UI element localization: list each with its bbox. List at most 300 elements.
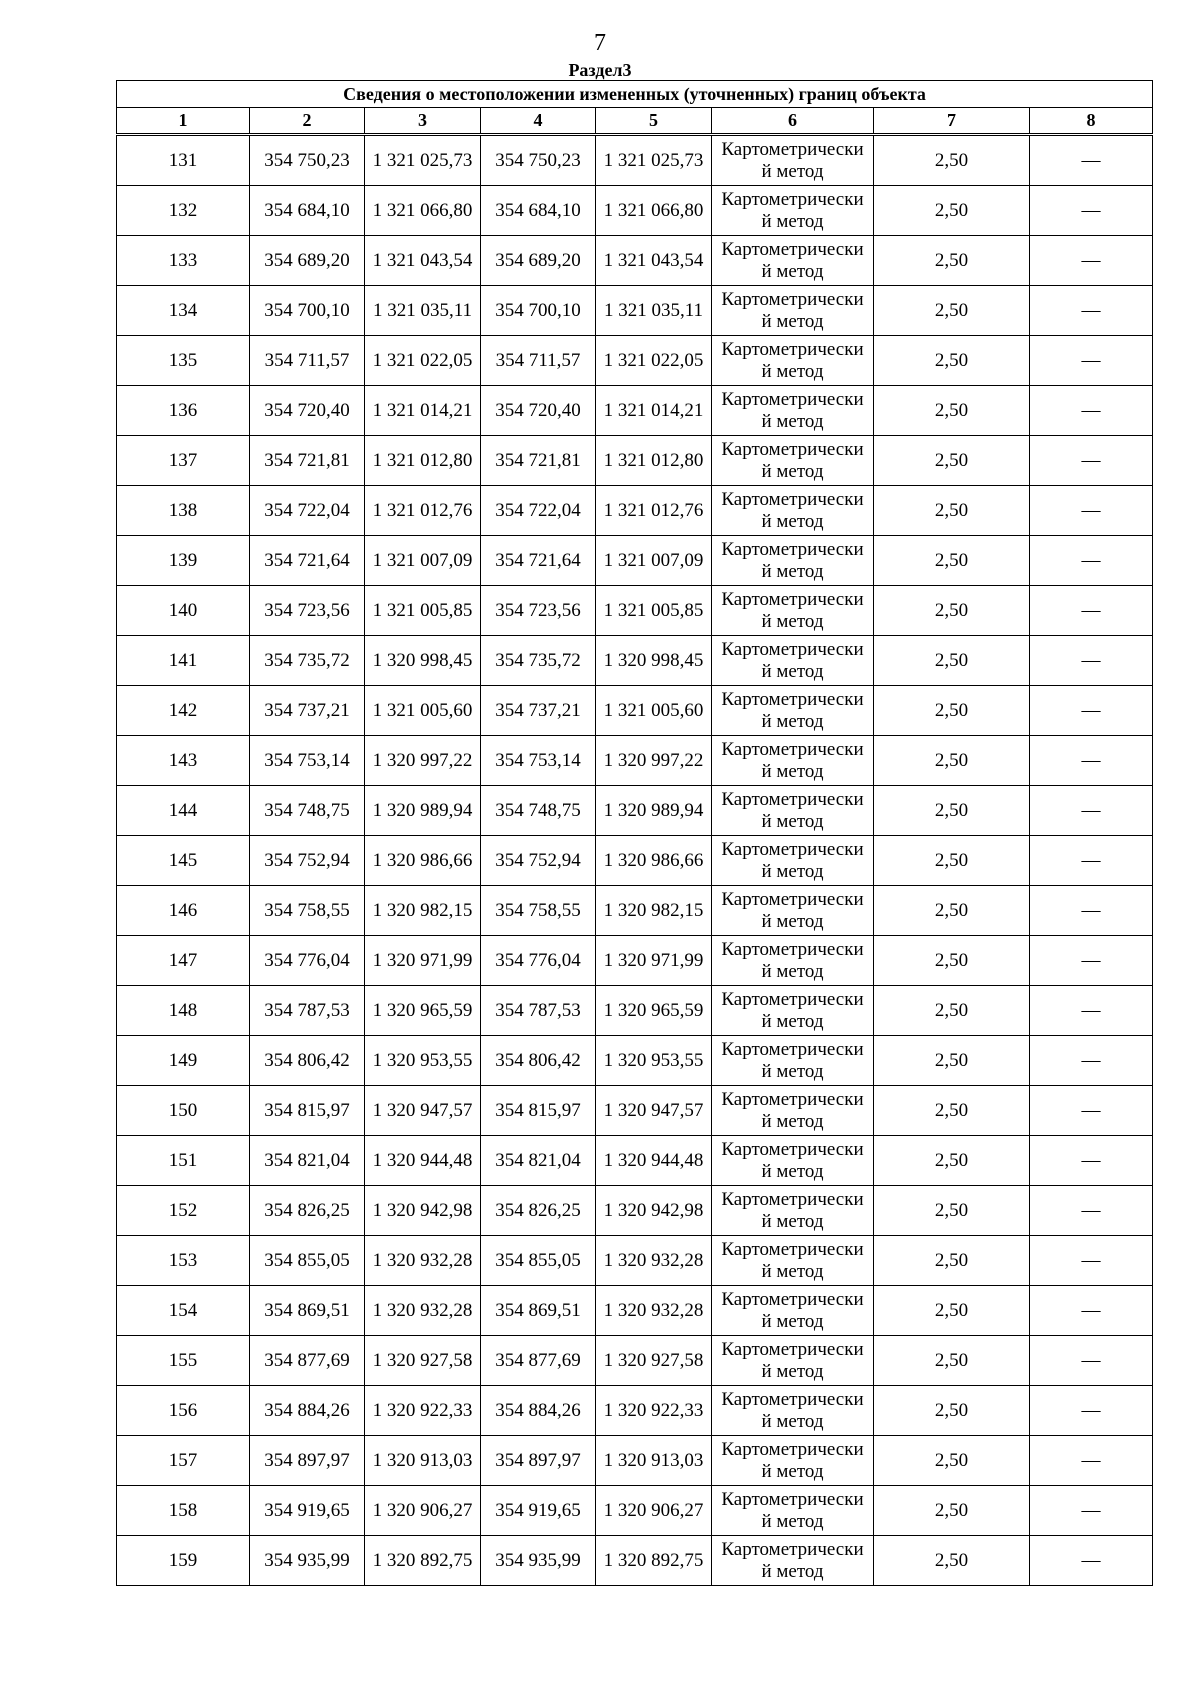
method-text-line: й метод (761, 160, 824, 182)
method-cell (712, 586, 874, 636)
point-number-cell: 143 (117, 736, 250, 786)
coord-y-refined-cell: 1 320 892,75 (596, 1536, 712, 1586)
accuracy-cell: 2,50 (874, 236, 1030, 286)
coord-x-refined-cell: 354 684,10 (481, 186, 596, 236)
method-text-line: Картометрически (721, 1088, 864, 1110)
table-row (117, 536, 1153, 586)
point-number-cell: 145 (117, 836, 250, 886)
note-cell: — (1030, 336, 1153, 386)
note-cell: — (1030, 1536, 1153, 1586)
method-cell (712, 636, 874, 686)
method-text-line: Картометрически (721, 1038, 864, 1060)
accuracy-cell: 2,50 (874, 1186, 1030, 1236)
method-cell (712, 386, 874, 436)
coord-y-existing-cell: 1 321 035,11 (365, 286, 481, 336)
coord-y-refined-cell: 1 320 953,55 (596, 1036, 712, 1086)
column-number-1: 1 (117, 108, 250, 134)
method-text-line: й метод (761, 660, 824, 682)
accuracy-cell: 2,50 (874, 136, 1030, 186)
coord-y-refined-cell: 1 320 927,58 (596, 1336, 712, 1386)
coord-x-existing-cell: 354 935,99 (250, 1536, 365, 1586)
coord-y-refined-cell: 1 321 012,76 (596, 486, 712, 536)
table-row (117, 886, 1153, 936)
coord-y-existing-cell: 1 320 971,99 (365, 936, 481, 986)
method-text-line: Картометрически (721, 1388, 864, 1410)
accuracy-cell: 2,50 (874, 436, 1030, 486)
accuracy-cell: 2,50 (874, 686, 1030, 736)
table-row (117, 836, 1153, 886)
coord-x-refined-cell: 354 689,20 (481, 236, 596, 286)
table-row (117, 286, 1153, 336)
coord-x-refined-cell: 354 700,10 (481, 286, 596, 336)
coord-x-existing-cell: 354 753,14 (250, 736, 365, 786)
coord-y-existing-cell: 1 320 997,22 (365, 736, 481, 786)
coord-y-refined-cell: 1 320 922,33 (596, 1386, 712, 1436)
column-number-8: 8 (1030, 108, 1153, 134)
coord-y-refined-cell: 1 320 944,48 (596, 1136, 712, 1186)
table-row (117, 1186, 1153, 1236)
method-text-line: й метод (761, 460, 824, 482)
method-text-line: й метод (761, 260, 824, 282)
coord-y-refined-cell: 1 320 997,22 (596, 736, 712, 786)
coord-x-existing-cell: 354 869,51 (250, 1286, 365, 1336)
table-row (117, 1486, 1153, 1536)
coord-x-existing-cell: 354 826,25 (250, 1186, 365, 1236)
method-text-line: Картометрически (721, 388, 864, 410)
method-cell (712, 1536, 874, 1586)
method-cell (712, 986, 874, 1036)
note-cell: — (1030, 486, 1153, 536)
point-number-cell: 135 (117, 336, 250, 386)
coord-x-refined-cell: 354 737,21 (481, 686, 596, 736)
method-cell (712, 186, 874, 236)
method-text-line: Картометрически (721, 1188, 864, 1210)
method-cell (712, 1286, 874, 1336)
point-number-cell: 136 (117, 386, 250, 436)
table-row (117, 1236, 1153, 1286)
note-cell: — (1030, 1486, 1153, 1536)
point-number-cell: 152 (117, 1186, 250, 1236)
method-text-line: й метод (761, 860, 824, 882)
method-text-line: й метод (761, 510, 824, 532)
table-row (117, 1436, 1153, 1486)
point-number-cell: 132 (117, 186, 250, 236)
coord-y-refined-cell: 1 320 932,28 (596, 1236, 712, 1286)
point-number-cell: 140 (117, 586, 250, 636)
table-row (117, 486, 1153, 536)
accuracy-cell: 2,50 (874, 186, 1030, 236)
coord-y-refined-cell: 1 320 986,66 (596, 836, 712, 886)
column-number-7: 7 (874, 108, 1030, 134)
method-text-line: Картометрически (721, 438, 864, 460)
note-cell: — (1030, 436, 1153, 486)
column-number-3: 3 (365, 108, 481, 134)
method-text-line: Картометрически (721, 638, 864, 660)
coord-y-refined-cell: 1 320 913,03 (596, 1436, 712, 1486)
coord-x-existing-cell: 354 821,04 (250, 1136, 365, 1186)
table-row (117, 986, 1153, 1036)
column-number-4: 4 (481, 108, 596, 134)
coord-y-refined-cell: 1 320 942,98 (596, 1186, 712, 1236)
method-text-line: Картометрически (721, 1238, 864, 1260)
table-row (117, 736, 1153, 786)
point-number-cell: 158 (117, 1486, 250, 1536)
coord-x-refined-cell: 354 720,40 (481, 386, 596, 436)
coord-y-existing-cell: 1 320 982,15 (365, 886, 481, 936)
accuracy-cell: 2,50 (874, 536, 1030, 586)
point-number-cell: 155 (117, 1336, 250, 1386)
coord-y-existing-cell: 1 321 005,60 (365, 686, 481, 736)
coord-y-refined-cell: 1 320 982,15 (596, 886, 712, 936)
table-row (117, 786, 1153, 836)
method-text-line: й метод (761, 1510, 824, 1532)
column-number-5: 5 (596, 108, 712, 134)
coord-x-refined-cell: 354 897,97 (481, 1436, 596, 1486)
note-cell: — (1030, 1436, 1153, 1486)
table-caption: Сведения о местоположении измененных (уточненных) границ объекта (117, 81, 1153, 108)
method-text-line: Картометрически (721, 588, 864, 610)
accuracy-cell: 2,50 (874, 486, 1030, 536)
coord-y-refined-cell: 1 320 965,59 (596, 986, 712, 1036)
point-number-cell: 153 (117, 1236, 250, 1286)
coordinates-table (116, 80, 1153, 1586)
coord-x-existing-cell: 354 787,53 (250, 986, 365, 1036)
coord-x-refined-cell: 354 753,14 (481, 736, 596, 786)
note-cell: — (1030, 1186, 1153, 1236)
coord-x-existing-cell: 354 735,72 (250, 636, 365, 686)
method-cell (712, 786, 874, 836)
method-cell (712, 486, 874, 536)
point-number-cell: 154 (117, 1286, 250, 1336)
note-cell: — (1030, 1086, 1153, 1136)
coord-x-refined-cell: 354 884,26 (481, 1386, 596, 1436)
method-cell (712, 1086, 874, 1136)
note-cell: — (1030, 536, 1153, 586)
method-text-line: Картометрически (721, 688, 864, 710)
column-number-6: 6 (712, 108, 874, 134)
accuracy-cell: 2,50 (874, 1486, 1030, 1536)
coord-x-refined-cell: 354 750,23 (481, 136, 596, 186)
coord-y-existing-cell: 1 320 892,75 (365, 1536, 481, 1586)
point-number-cell: 142 (117, 686, 250, 736)
coord-x-refined-cell: 354 787,53 (481, 986, 596, 1036)
note-cell: — (1030, 986, 1153, 1036)
method-text-line: й метод (761, 360, 824, 382)
accuracy-cell: 2,50 (874, 1436, 1030, 1486)
method-cell (712, 686, 874, 736)
coord-x-existing-cell: 354 720,40 (250, 386, 365, 436)
coord-x-refined-cell: 354 721,81 (481, 436, 596, 486)
method-cell (712, 536, 874, 586)
method-text-line: й метод (761, 210, 824, 232)
method-cell (712, 936, 874, 986)
method-text-line: й метод (761, 960, 824, 982)
note-cell: — (1030, 286, 1153, 336)
method-cell (712, 736, 874, 786)
method-text-line: й метод (761, 1310, 824, 1332)
method-text-line: Картометрически (721, 138, 864, 160)
method-text-line: й метод (761, 1060, 824, 1082)
point-number-cell: 138 (117, 486, 250, 536)
coord-x-refined-cell: 354 935,99 (481, 1536, 596, 1586)
table-row (117, 1036, 1153, 1086)
method-text-line: Картометрически (721, 888, 864, 910)
accuracy-cell: 2,50 (874, 1336, 1030, 1386)
method-cell (712, 886, 874, 936)
coord-y-existing-cell: 1 320 927,58 (365, 1336, 481, 1386)
note-cell: — (1030, 1286, 1153, 1336)
coord-x-existing-cell: 354 748,75 (250, 786, 365, 836)
accuracy-cell: 2,50 (874, 1536, 1030, 1586)
coord-y-refined-cell: 1 321 035,11 (596, 286, 712, 336)
point-number-cell: 156 (117, 1386, 250, 1436)
coord-y-refined-cell: 1 321 066,80 (596, 186, 712, 236)
accuracy-cell: 2,50 (874, 1086, 1030, 1136)
coord-y-existing-cell: 1 321 005,85 (365, 586, 481, 636)
coord-x-refined-cell: 354 869,51 (481, 1286, 596, 1336)
note-cell: — (1030, 1386, 1153, 1436)
accuracy-cell: 2,50 (874, 586, 1030, 636)
accuracy-cell: 2,50 (874, 336, 1030, 386)
table-row (117, 136, 1153, 186)
method-text-line: й метод (761, 1560, 824, 1582)
table-row (117, 686, 1153, 736)
method-text-line: й метод (761, 560, 824, 582)
method-cell (712, 1486, 874, 1536)
method-cell (712, 436, 874, 486)
note-cell: — (1030, 1336, 1153, 1386)
coord-x-refined-cell: 354 723,56 (481, 586, 596, 636)
coord-y-refined-cell: 1 321 005,85 (596, 586, 712, 636)
coord-x-refined-cell: 354 877,69 (481, 1336, 596, 1386)
point-number-cell: 157 (117, 1436, 250, 1486)
point-number-cell: 148 (117, 986, 250, 1036)
coord-y-existing-cell: 1 320 947,57 (365, 1086, 481, 1136)
accuracy-cell: 2,50 (874, 386, 1030, 436)
method-text-line: Картометрически (721, 238, 864, 260)
accuracy-cell: 2,50 (874, 786, 1030, 836)
point-number-cell: 134 (117, 286, 250, 336)
method-text-line: Картометрически (721, 1288, 864, 1310)
point-number-cell: 159 (117, 1536, 250, 1586)
point-number-cell: 139 (117, 536, 250, 586)
coord-y-existing-cell: 1 321 025,73 (365, 136, 481, 186)
coord-y-refined-cell: 1 321 014,21 (596, 386, 712, 436)
table-row (117, 186, 1153, 236)
coord-x-refined-cell: 354 735,72 (481, 636, 596, 686)
table-row (117, 236, 1153, 286)
method-text-line: Картометрически (721, 938, 864, 960)
method-cell (712, 836, 874, 886)
method-cell (712, 336, 874, 386)
method-cell (712, 236, 874, 286)
point-number-cell: 131 (117, 136, 250, 186)
accuracy-cell: 2,50 (874, 886, 1030, 936)
coord-x-refined-cell: 354 821,04 (481, 1136, 596, 1186)
coord-y-refined-cell: 1 320 989,94 (596, 786, 712, 836)
coord-x-existing-cell: 354 919,65 (250, 1486, 365, 1536)
coord-x-existing-cell: 354 815,97 (250, 1086, 365, 1136)
method-text-line: й метод (761, 310, 824, 332)
table-row (117, 336, 1153, 386)
method-cell (712, 286, 874, 336)
coord-y-existing-cell: 1 321 066,80 (365, 186, 481, 236)
coord-x-existing-cell: 354 689,20 (250, 236, 365, 286)
coord-y-refined-cell: 1 320 906,27 (596, 1486, 712, 1536)
point-number-cell: 133 (117, 236, 250, 286)
coord-y-refined-cell: 1 321 012,80 (596, 436, 712, 486)
method-text-line: Картометрически (721, 788, 864, 810)
coord-x-refined-cell: 354 855,05 (481, 1236, 596, 1286)
table-body (117, 136, 1153, 1586)
method-cell (712, 136, 874, 186)
note-cell: — (1030, 586, 1153, 636)
coord-x-existing-cell: 354 750,23 (250, 136, 365, 186)
coord-x-existing-cell: 354 684,10 (250, 186, 365, 236)
coord-y-existing-cell: 1 321 043,54 (365, 236, 481, 286)
coord-x-existing-cell: 354 806,42 (250, 1036, 365, 1086)
coord-x-existing-cell: 354 711,57 (250, 336, 365, 386)
coord-y-existing-cell: 1 320 965,59 (365, 986, 481, 1036)
point-number-cell: 137 (117, 436, 250, 486)
point-number-cell: 151 (117, 1136, 250, 1186)
coord-y-existing-cell: 1 321 012,76 (365, 486, 481, 536)
coord-y-existing-cell: 1 320 906,27 (365, 1486, 481, 1536)
coord-x-existing-cell: 354 700,10 (250, 286, 365, 336)
accuracy-cell: 2,50 (874, 1286, 1030, 1336)
method-cell (712, 1036, 874, 1086)
coord-y-existing-cell: 1 321 014,21 (365, 386, 481, 436)
method-cell (712, 1386, 874, 1436)
method-text-line: й метод (761, 1260, 824, 1282)
coord-y-existing-cell: 1 320 942,98 (365, 1186, 481, 1236)
method-text-line: й метод (761, 1460, 824, 1482)
coord-x-existing-cell: 354 721,81 (250, 436, 365, 486)
page-number: 7 (594, 30, 606, 56)
note-cell: — (1030, 786, 1153, 836)
coord-y-existing-cell: 1 321 012,80 (365, 436, 481, 486)
coord-y-refined-cell: 1 320 932,28 (596, 1286, 712, 1336)
coord-x-refined-cell: 354 722,04 (481, 486, 596, 536)
method-text-line: Картометрически (721, 1438, 864, 1460)
note-cell: — (1030, 936, 1153, 986)
note-cell: — (1030, 386, 1153, 436)
table-row (117, 1386, 1153, 1436)
note-cell: — (1030, 1036, 1153, 1086)
section-title: Раздел3 (568, 60, 632, 80)
method-cell (712, 1336, 874, 1386)
method-text-line: й метод (761, 410, 824, 432)
point-number-cell: 141 (117, 636, 250, 686)
coord-y-refined-cell: 1 321 022,05 (596, 336, 712, 386)
coord-x-existing-cell: 354 884,26 (250, 1386, 365, 1436)
method-text-line: Картометрически (721, 1138, 864, 1160)
note-cell: — (1030, 186, 1153, 236)
point-number-cell: 146 (117, 886, 250, 936)
accuracy-cell: 2,50 (874, 986, 1030, 1036)
method-text-line: Картометрически (721, 988, 864, 1010)
coord-y-existing-cell: 1 320 944,48 (365, 1136, 481, 1186)
coord-y-refined-cell: 1 320 971,99 (596, 936, 712, 986)
note-cell: — (1030, 1236, 1153, 1286)
note-cell: — (1030, 686, 1153, 736)
note-cell: — (1030, 1136, 1153, 1186)
table-row (117, 1336, 1153, 1386)
table-row (117, 1536, 1153, 1586)
accuracy-cell: 2,50 (874, 736, 1030, 786)
method-text-line: й метод (761, 810, 824, 832)
note-cell: — (1030, 636, 1153, 686)
accuracy-cell: 2,50 (874, 836, 1030, 886)
method-text-line: Картометрически (721, 1538, 864, 1560)
accuracy-cell: 2,50 (874, 1236, 1030, 1286)
accuracy-cell: 2,50 (874, 1036, 1030, 1086)
table-row (117, 936, 1153, 986)
coord-x-existing-cell: 354 723,56 (250, 586, 365, 636)
table-row (117, 1286, 1153, 1336)
method-text-line: Картометрически (721, 838, 864, 860)
coord-x-existing-cell: 354 758,55 (250, 886, 365, 936)
coord-x-refined-cell: 354 806,42 (481, 1036, 596, 1086)
point-number-cell: 149 (117, 1036, 250, 1086)
coord-y-existing-cell: 1 320 922,33 (365, 1386, 481, 1436)
coord-y-refined-cell: 1 321 043,54 (596, 236, 712, 286)
method-cell (712, 1136, 874, 1186)
column-number-row (117, 108, 1153, 134)
point-number-cell: 147 (117, 936, 250, 986)
accuracy-cell: 2,50 (874, 1136, 1030, 1186)
coord-x-refined-cell: 354 711,57 (481, 336, 596, 386)
note-cell: — (1030, 886, 1153, 936)
coord-y-existing-cell: 1 320 986,66 (365, 836, 481, 886)
coord-x-existing-cell: 354 721,64 (250, 536, 365, 586)
method-text-line: й метод (761, 1210, 824, 1232)
coord-x-refined-cell: 354 748,75 (481, 786, 596, 836)
method-text-line: Картометрически (721, 188, 864, 210)
coord-x-existing-cell: 354 855,05 (250, 1236, 365, 1286)
table-row (117, 1086, 1153, 1136)
coord-x-existing-cell: 354 897,97 (250, 1436, 365, 1486)
method-text-line: й метод (761, 610, 824, 632)
method-text-line: Картометрически (721, 1488, 864, 1510)
coord-y-existing-cell: 1 320 932,28 (365, 1236, 481, 1286)
coord-y-existing-cell: 1 321 007,09 (365, 536, 481, 586)
accuracy-cell: 2,50 (874, 936, 1030, 986)
coord-x-existing-cell: 354 752,94 (250, 836, 365, 886)
coord-y-refined-cell: 1 320 947,57 (596, 1086, 712, 1136)
coord-x-refined-cell: 354 721,64 (481, 536, 596, 586)
method-text-line: Картометрически (721, 288, 864, 310)
table-row (117, 586, 1153, 636)
method-cell (712, 1436, 874, 1486)
accuracy-cell: 2,50 (874, 1386, 1030, 1436)
method-cell (712, 1236, 874, 1286)
table-row (117, 1136, 1153, 1186)
note-cell: — (1030, 236, 1153, 286)
point-number-cell: 150 (117, 1086, 250, 1136)
coord-x-refined-cell: 354 752,94 (481, 836, 596, 886)
method-cell (712, 1186, 874, 1236)
coord-x-existing-cell: 354 877,69 (250, 1336, 365, 1386)
method-text-line: Картометрически (721, 738, 864, 760)
coord-y-existing-cell: 1 320 932,28 (365, 1286, 481, 1336)
method-text-line: й метод (761, 1160, 824, 1182)
method-text-line: й метод (761, 910, 824, 932)
coord-x-refined-cell: 354 815,97 (481, 1086, 596, 1136)
column-number-2: 2 (250, 108, 365, 134)
coord-x-existing-cell: 354 776,04 (250, 936, 365, 986)
coord-y-refined-cell: 1 320 998,45 (596, 636, 712, 686)
